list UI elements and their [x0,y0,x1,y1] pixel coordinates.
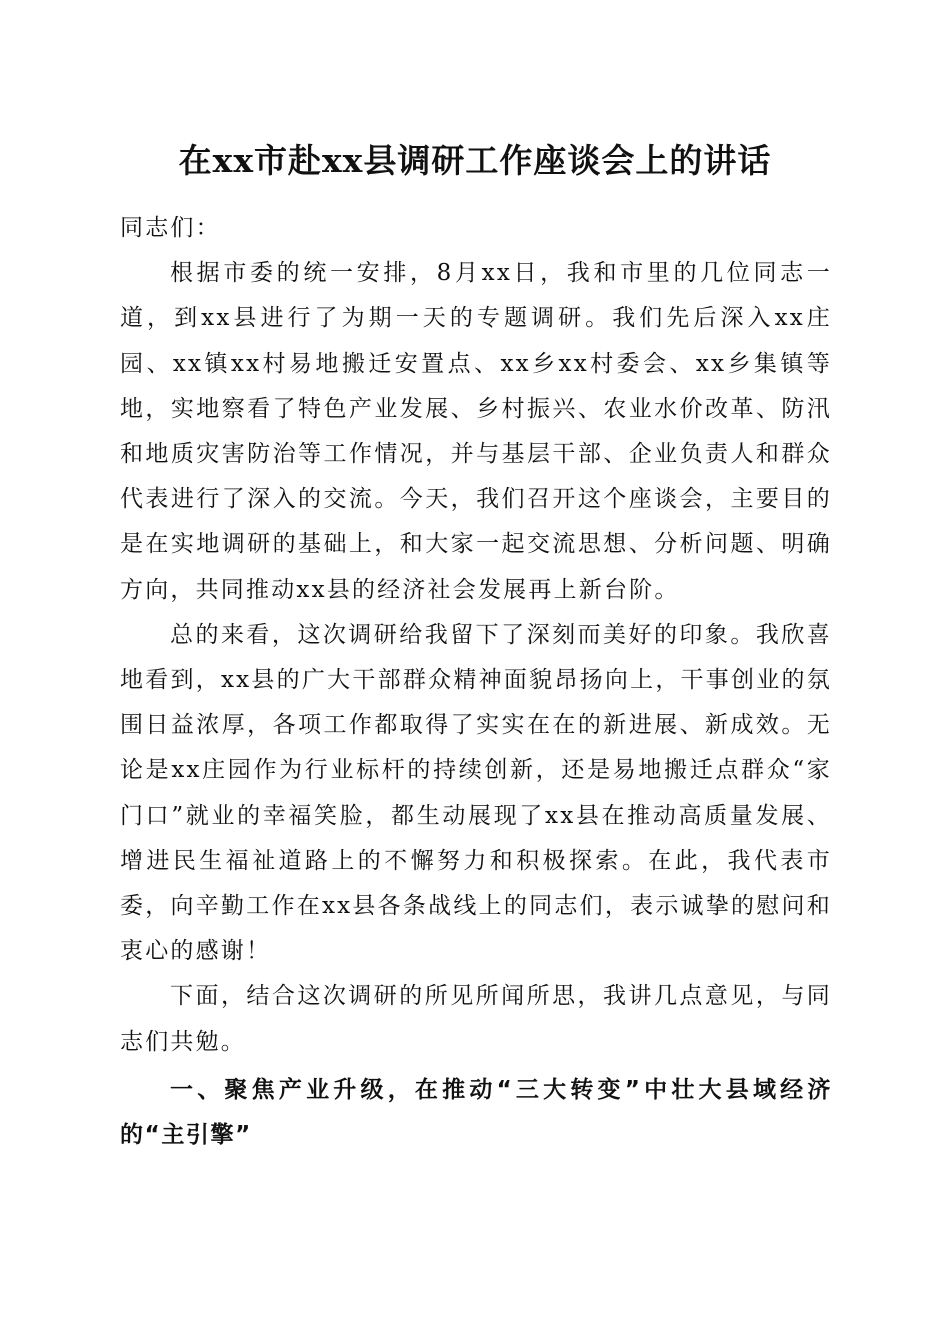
document-title: 在xx市赴xx县调研工作座谈会上的讲话 [178,141,772,180]
section-heading-1: 一、聚焦产业升级，在推动“三大转变”中壮大县域经济的“主引擎” [120,1076,832,1149]
paragraph-impression: 总的来看，这次调研给我留下了深刻而美好的印象。我欣喜地看到，xx县的广大干部群众精神面貌昂扬向上，干事创业的氛围日益浓厚，各项工作都取得了实实在在的新进展、新成效。无论是xx庄园作为行业标杆的持续创新，还是易地搬迁点群众“家门口”就业的幸福笑脸，都生动展现了xx县在推动高质量发展、增进民生福祉道路上的不懈努力和积极探索。在此，我代表市委，向辛勤工作在xx县各条战线上的同志们，表示诚挚的慰问和衷心的感谢！ [120,621,832,965]
document-body [120,206,832,1158]
salutation: 同志们： [120,215,221,241]
paragraph-transition: 下面，结合这次调研的所见所闻所思，我讲几点意见，与同志们共勉。 [120,983,832,1055]
paragraph-intro: 根据市委的统一安排，8月xx日，我和市里的几位同志一道，到xx县进行了为期一天的专题调研。我们先后深入xx庄园、xx镇xx村易地搬迁安置点、xx乡xx村委会、xx乡集镇等地，实地察看了特色产业发展、乡村振兴、农业水价改革、防汛和地质灾害防治等工作情况，并与基层干部、企业负责人和群众代表进行了深入的交流。今天，我们召开这个座谈会，主要目的是在实地调研的基础上，和大家一起交流思想、分析问题、明确方向，共同推动xx县的经济社会发展再上新台阶。 [120,260,832,603]
